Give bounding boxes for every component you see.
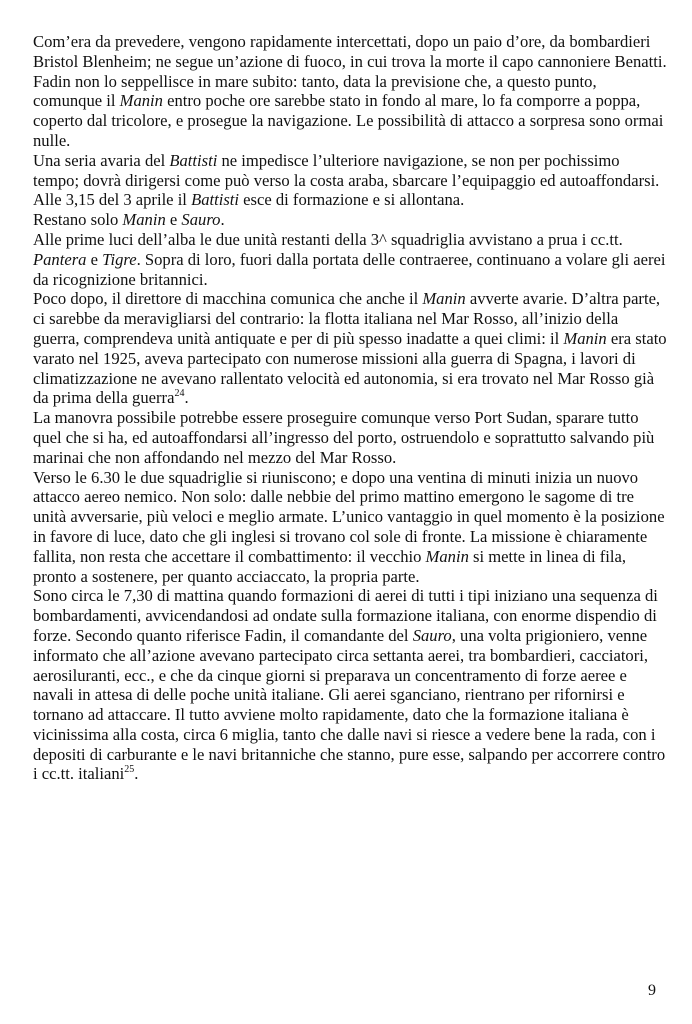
paragraph — [33, 32, 668, 151]
footnote-ref: 25 — [124, 764, 135, 776]
ship-name: Tigre — [102, 249, 137, 269]
footnote-ref: 24 — [174, 388, 185, 400]
ship-name: Pantera — [33, 249, 87, 269]
text-run: Poco dopo, il direttore di macchina comunica che anche il — [33, 289, 423, 309]
paragraph — [33, 230, 668, 289]
ship-name: Manin — [119, 91, 163, 111]
text-run: Com’era da prevedere, vengono rapidamente intercettati, dopo un paio d’ore, da bombardieri Bristol Blenheim; ne segue un’azione di fuoco, in cui trova la morte il capo cannoniere Benatti. Fadin non lo seppellisce in mare subito: tanto, data la previsione che, a questo punto, comunque il — [33, 32, 667, 111]
ship-name: Manin — [422, 289, 466, 309]
text-run: esce di formazione e si allontana. — [239, 190, 465, 210]
text-run: era stato varato nel 1925, aveva partecipato con numerose missioni alla guerra di Spagna, i lavori di climatizzazione ne avevano rallentato velocità ed autonomia, si era trovato nel Mar Rosso già da prima della guerra — [33, 328, 667, 408]
text-run: avverte avarie. D’altra parte, ci sarebbe da meravigliarsi del contrario: la flotta italiana nel Mar Rosso, all’inizio della guerra, comprendeva unità antiquate e per di più spesso inadatte a quei climi: il — [33, 289, 661, 348]
text-run: . Sopra di loro, fuori dalla portata delle contraeree, continuano a volare gli aerei da ricognizione britannici. — [33, 249, 666, 289]
text-run: , una volta prigioniero, venne informato che all’azione avevano partecipato circa settanta aerei, tra bombardieri, cacciatori, aerosiluranti, ecc., e che da cinque giorni si preparava un concentramento di forze aeree e navali in attesa di delle poche unità italiane. Gli aerei sganciano, rientrano per rifornirsi e tornano ad attaccare. Il tutto avviene molto rapidamente, dato che la formazione italiana è vicinissima alla costa, circa 6 miglia, tanto che dalle navi si riesce a vedere bene la rada, con i depositi di carburante e le navi britanniche che stanno, pure esse, salpando per accorrere contro i cc.tt. italiani — [33, 625, 666, 784]
text-run: e — [86, 249, 103, 269]
paragraph — [33, 468, 668, 587]
ship-name: Sauro — [181, 210, 221, 230]
body-text — [33, 32, 668, 784]
text-run: ne impedisce l’ulteriore navigazione, se non per pochissimo tempo; dovrà dirigersi come può verso la costa araba, sbarcare l’equipaggio ed autoaffondarsi. Alle 3,15 del 3 aprile il — [33, 150, 660, 210]
text-run: entro poche ore sarebbe stato in fondo al mare, lo fa comporre a poppa, coperto dal tricolore, e prosegue la navigazione. Le possibilità di attacco a sorpresa sono ormai nulle. — [33, 91, 664, 150]
paragraph — [33, 408, 668, 467]
ship-name: Manin — [425, 546, 469, 566]
text-run: . — [184, 388, 189, 408]
text-run: Restano solo — [33, 210, 123, 230]
paragraph — [33, 586, 668, 784]
text-run: . — [220, 210, 225, 230]
text-run: . — [134, 764, 139, 784]
ship-name: Sauro — [412, 625, 452, 645]
text-run: Alle prime luci dell’alba le due unità restanti della 3^ squadriglia avvistano a prua i cc.tt. — [33, 229, 623, 249]
text-run: Sono circa le 7,30 di mattina quando formazioni di aerei di tutti i tipi iniziano una sequenza di bombardamenti, avvicendandosi ad ondate sulla formazione italiana, con enorme dispendio di forze. Secondo quanto riferisce Fadin, il comandante del — [33, 586, 658, 645]
paragraph — [33, 289, 668, 408]
text-run: Verso le 6.30 le due squadriglie si riuniscono; e dopo una ventina di minuti inizia un nuovo attacco aereo nemico. Non solo: dalle nebbie del primo mattino emergono le sagome di tre unità avversarie, più veloci e meglio armate. L’unico vantaggio in quel momento è la posizione in favore di luce, dato che gli inglesi si trovano col sole di fronte. La missione è chiaramente fallita, non resta che accettare il combattimento: il vecchio — [33, 467, 665, 566]
ship-name: Manin — [563, 328, 607, 348]
paragraph — [33, 151, 668, 210]
page-number: 9 — [648, 982, 656, 999]
text-run: e — [165, 210, 182, 230]
text-run: Una seria avaria del — [33, 150, 170, 170]
text-run: si mette in linea di fila, pronto a sostenere, per quanto acciaccato, la propria parte. — [33, 546, 627, 586]
paragraph — [33, 210, 668, 230]
ship-name: Battisti — [191, 190, 240, 210]
ship-name: Manin — [122, 210, 166, 230]
text-run: La manovra possibile potrebbe essere proseguire comunque verso Port Sudan, sparare tutto quel che si ha, ed autoaffondarsi all’ingresso del porto, ostruendolo e soprattutto salvando più marinai che non affondando nel mezzo del Mar Rosso. — [33, 408, 655, 467]
ship-name: Battisti — [169, 150, 218, 170]
